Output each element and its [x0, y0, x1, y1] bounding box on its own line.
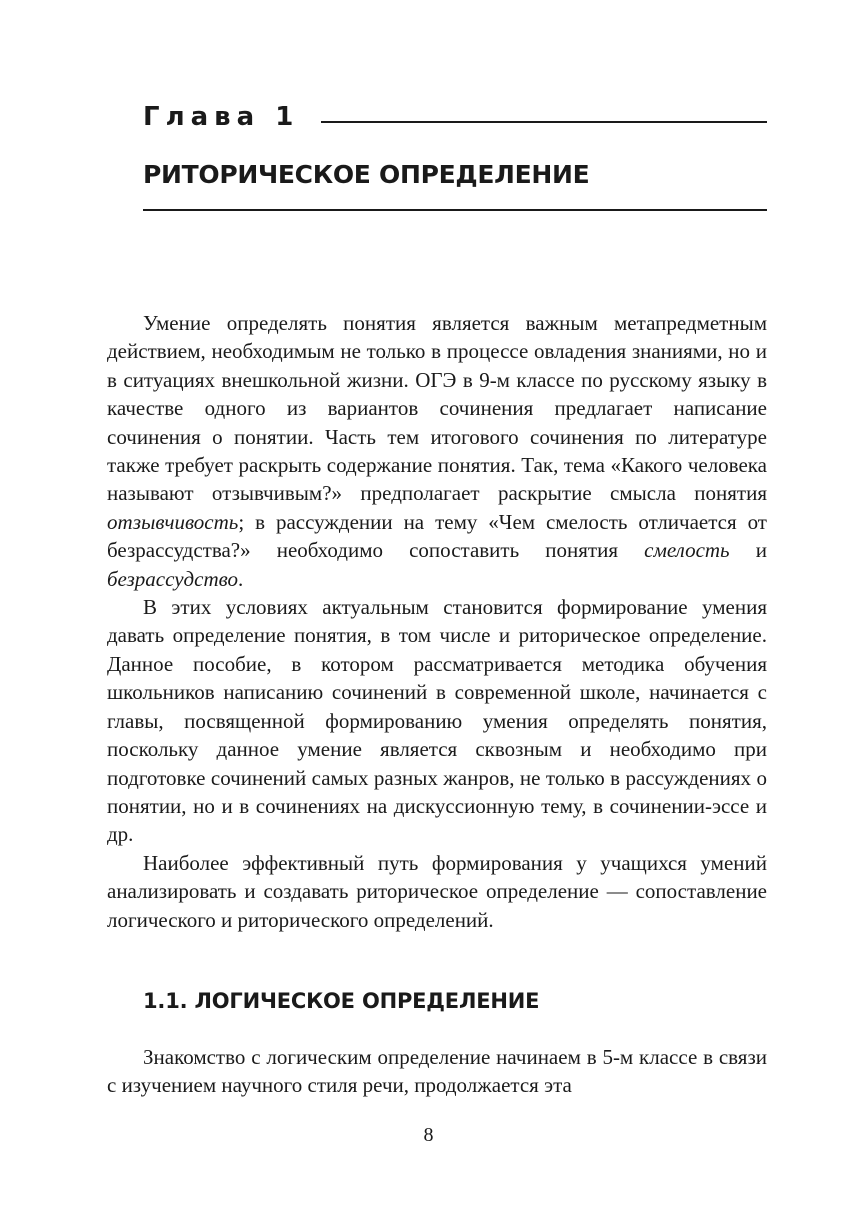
text-run: Умение определять понятия является важным метапредметным действием, необходимым не только в процессе овладения знаниями, но и в ситуациях внешкольной жизни. ОГЭ в 9-м классе по русскому языку в качестве одного из вариантов сочинения предлагает написание сочинения о понятии. Часть тем итогового сочинения по литературе также требует раскрыть содержание понятия. Так, тема «Какого человека называют отзывчивым?» предполагает раскрытие смысла понятия: [107, 311, 767, 506]
intro-paragraph-3: Наиболее эффективный путь формирования у учащихся умений анализировать и создавать риторическое определение — сопоставление логического и риторического определений.: [107, 850, 767, 932]
intro-paragraph-2: В этих условиях актуальным становится формирование умения давать определение понятия, в том числе и риторическое определение. Данное пособие, в котором рассматривается методика обучения школьников написанию сочинений в современной школе, начинается с главы, посвященной формированию умения определять понятия, поскольку данное умение является сквозным и необходимо при подготовке сочинений самых разных жанров, не только в рассуждениях о понятии, но и в сочинениях на дискуссионную тему, в сочинении-эссе и др.: [107, 595, 767, 847]
page-number: 8: [423, 1124, 434, 1146]
chapter-rule: [321, 121, 767, 123]
title-rule: [143, 209, 767, 211]
term-smelost: смелость: [644, 538, 730, 563]
intro-paragraph-1: [107, 309, 767, 593]
section-heading: 1.1. ЛОГИЧЕСКОЕ ОПРЕДЕЛЕНИЕ: [143, 989, 540, 1013]
section-paragraph-1: Знакомство с логическим определение начинаем в 5-м классе в связи с изучением научного стиля речи, продолжается эта: [107, 1045, 767, 1098]
text-run: ; в рассуждении на тему «Чем смелость отличается от безрассудства?» необходимо сопоставить понятия: [107, 509, 767, 563]
section-text: [107, 1043, 767, 1100]
term-bezrassudstvo: безрассудство: [107, 566, 239, 591]
chapter-label: Глава 1: [143, 102, 300, 132]
chapter-header: [143, 96, 767, 132]
intro-text: [107, 309, 767, 934]
term-otzyvchivost: отзывчивость: [107, 509, 239, 534]
chapter-title: РИТОРИЧЕСКОЕ ОПРЕДЕЛЕНИЕ: [143, 160, 590, 189]
text-run: .: [238, 566, 244, 591]
text-run: и: [729, 538, 767, 563]
